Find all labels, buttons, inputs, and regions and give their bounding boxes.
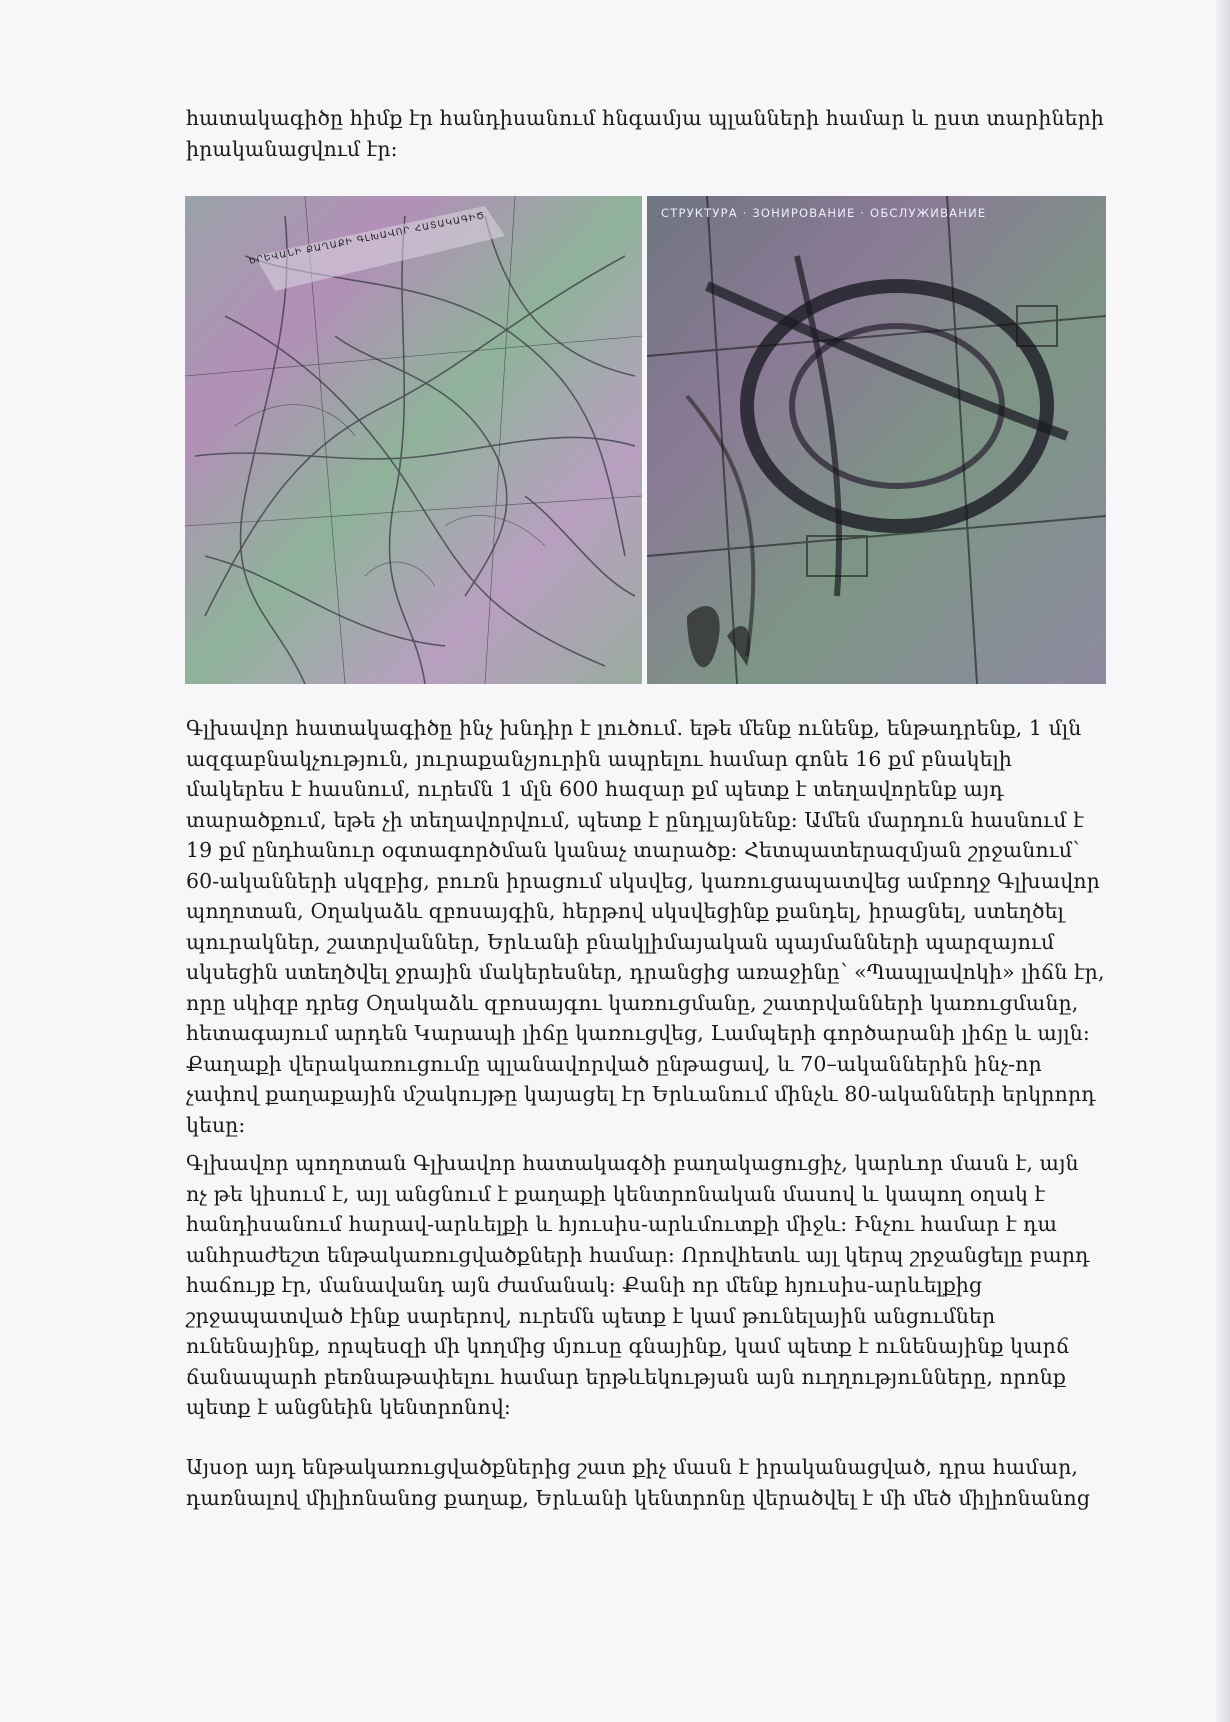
paragraph-general-plan: Գլխավոր հատակագիծը ինչ խնդիր է լուծում. եթե մենք ունենք, ենթադրենք, 1 մլն ազգաբնակչություն, յուրաքանչյուրին ապրելու համար գոնե 16 քմ բնակելի մակերես է հասնում, ուրեմն 1 մլն 600 հազար քմ պետք է տեղավորենք այդ տարածքում, եթե չի տեղավորվում, պետք է ընդլայնենք: Ամեն մարդուն հասնում է 19 քմ ընդհանուր օգտագործման կանաչ տարածք: Հետպատերազմյան շրջանում՝ 60-ականների սկզբից, բուռն իրացում սկսվեց, կառուցապատվեց ամբողջ Գլխավոր պողոտան, Օղակաձև զբոսայգին, հերթով սկսվեցինք քանդել, իրացնել, ստեղծել պուրակներ, շատրվաններ, Երևանի բնակլիմայական պայմանների պարզայում սկսեցին ստեղծվել ջրային մակերեսներ, դրանցից առաջինը՝ «Պապլավոկի» լիճն էր, որը սկիզբ դրեց Օղակաձև զբոսայգու կառուցմանը, շատրվանների կառուցմանը, հետագայում արդեն Կարապի լիճը կառուցվեց, Լամպերի գործարանի լիճը և այլն: Քաղաքի վերակառուցումը պլանավորված ընթացավ, և 70–ականներին ինչ-որ չափով քաղաքային մշակույթը կայացել էր Երևանում մինչև 80-ականների երկրորդ կեսը: xyxy=(186,716,1105,1137)
right-map-title: СТРУКТУРА · ЗОНИРОВАНИЕ · ОБСЛУЖИВАНИЕ xyxy=(661,206,987,220)
left-map-title: ԵՐԵՎԱՆԻ ՔԱՂԱՔԻ ԳԼԽԱՎՈՐ ՀԱՏԱԿԱԳԻԾ xyxy=(248,211,487,267)
structure-zoning-map-image xyxy=(647,196,1106,684)
zoning-scheme-drawing xyxy=(647,196,1106,684)
city-map-drawing xyxy=(185,196,642,684)
paragraph-intro: հատակագիծը հիմք էր հանդիսանում հնգամյա պլանների համար և ըստ տարիների իրականացվում էր: xyxy=(186,106,1104,161)
paragraph-today: Այսօր այդ ենթակառուցվածքներից շատ քիչ մասն է իրականացված, դրա համար, դառնալով միլիոնանոց քաղաք, Երևանի կենտրոնը վերածվել է մի մեծ միլիոնանոց xyxy=(186,1455,1091,1510)
page-edge xyxy=(1216,0,1230,1722)
general-plan-map-image xyxy=(185,196,642,684)
paragraph-main-avenue: Գլխավոր պողոտան Գլխավոր հատակագծի բաղակացուցիչ, կարևոր մասն է, այն ոչ թե կիսում է, այլ անցնում է քաղաքի կենտրոնական մասով և կապող օղակ է հանդիսանում հարավ-արևելքի և հյուսիս-արևմուտքի միջև: Ինչու համար է դա անհրաժեշտ ենթակառուցվածքների համար: Որովհետև այլ կերպ շրջանցելը բարդ հաճույք էր, մանավանդ այն ժամանակ: Քանի որ մենք հյուսիս-արևելքից շրջապատված էինք սարերով, ուրեմն պետք է կամ թունելային անցումներ ունենայինք, որպեսզի մի կողմից մյուսը գնայինք, կամ պետք է ունենայինք կարճ ճանապարհ բեռնաթափելու համար երթևեկության այն ուղղությունները, որոնք պետք է անցնեին կենտրոնով: xyxy=(186,1151,1090,1419)
